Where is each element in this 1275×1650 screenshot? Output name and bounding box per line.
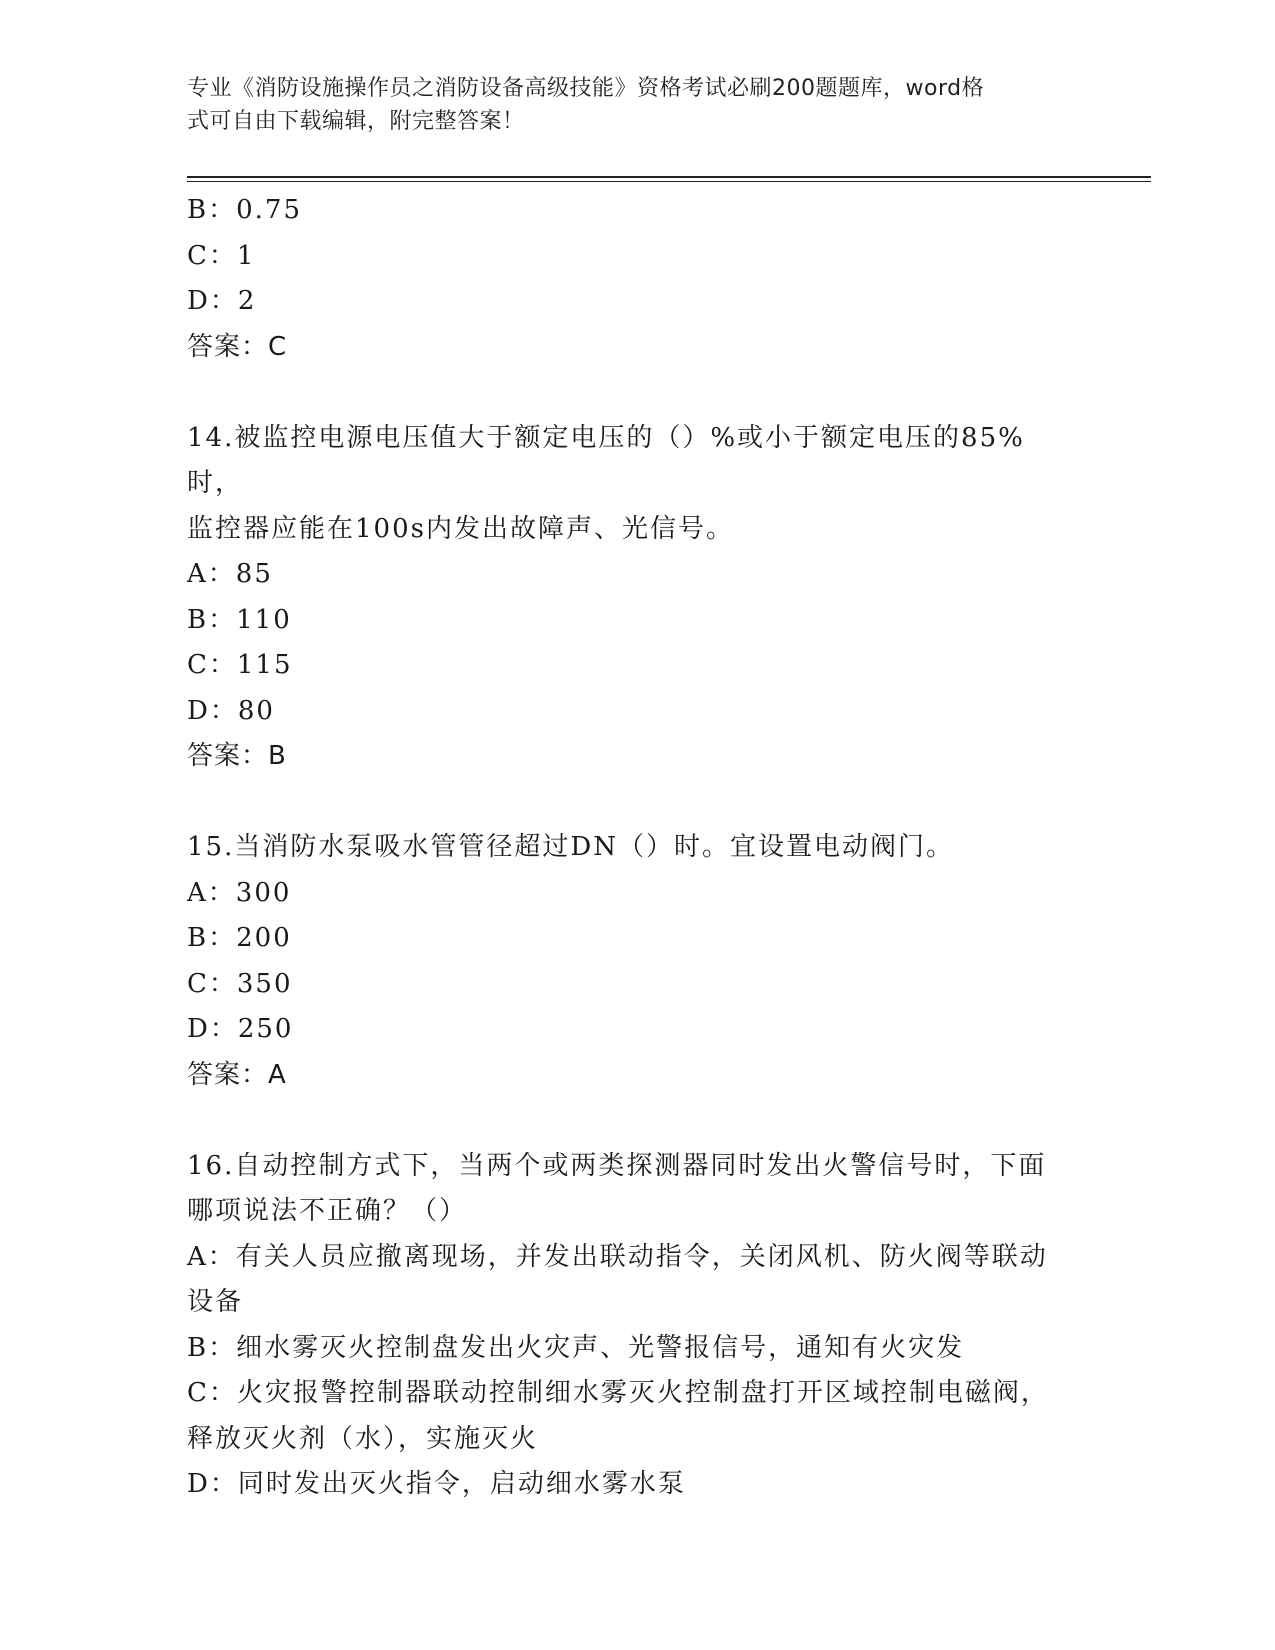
spacer — [187, 1098, 1067, 1144]
page-header — [187, 72, 1067, 138]
question-stem: 15.当消防水泵吸水管管径超过DN（）时。宜设置电动阀门。 — [187, 832, 954, 862]
option-a-continued: 设备 — [187, 1287, 244, 1317]
answer-line: 答案：C — [187, 331, 288, 362]
question-content — [187, 188, 1067, 1508]
question-15 — [187, 825, 1067, 1098]
option-b: B：110 — [187, 604, 292, 635]
spacer — [187, 780, 1067, 826]
question-stem: 14.被监控电源电压值大于额定电压的（）%或小于额定电压的85%时， — [187, 422, 1025, 498]
option-b: B：细水雾灭火控制盘发出火灾声、光警报信号，通知有火灾发 — [187, 1332, 965, 1363]
spacer — [187, 370, 1067, 416]
question-13-tail — [187, 188, 1067, 370]
question-stem: 监控器应能在100s内发出故障声、光信号。 — [187, 513, 734, 544]
option-c: C：火灾报警控制器联动控制细水雾灭火控制盘打开区域控制电磁阀， — [187, 1378, 1049, 1408]
option-a: A：有关人员应撤离现场，并发出联动指令，关闭风机、防火阀等联动 — [187, 1241, 1048, 1272]
header-line-2: 式可自由下载编辑，附完整答案！ — [187, 109, 525, 134]
option-c: C：115 — [187, 650, 293, 680]
header-rule-thick — [187, 176, 1151, 178]
answer-line: 答案：A — [187, 1059, 287, 1090]
question-16 — [187, 1144, 1067, 1508]
answer-line: 答案：B — [187, 741, 287, 771]
option-b: B：0.75 — [187, 195, 302, 225]
question-stem: 哪项说法不正确？（） — [187, 1196, 468, 1226]
option-a: A：85 — [187, 559, 273, 589]
question-14 — [187, 416, 1067, 780]
option-d: D：80 — [187, 695, 275, 726]
option-b: B：200 — [187, 923, 292, 953]
option-d: D：250 — [187, 1014, 294, 1044]
option-a: A：300 — [187, 877, 292, 908]
option-d: D：同时发出灭火指令，启动细水雾水泵 — [187, 1469, 686, 1499]
option-d: D：2 — [187, 286, 257, 316]
header-line-1: 专业《消防设施操作员之消防设备高级技能》资格考试必刷200题题库，word格 — [187, 76, 985, 101]
header-rule-thin — [187, 181, 1151, 182]
option-c-continued: 释放灭火剂（水），实施灭火 — [187, 1423, 539, 1454]
option-c: C：350 — [187, 968, 293, 999]
option-c: C：1 — [187, 240, 256, 271]
question-stem: 16.自动控制方式下，当两个或两类探测器同时发出火警信号时，下面 — [187, 1150, 1047, 1181]
